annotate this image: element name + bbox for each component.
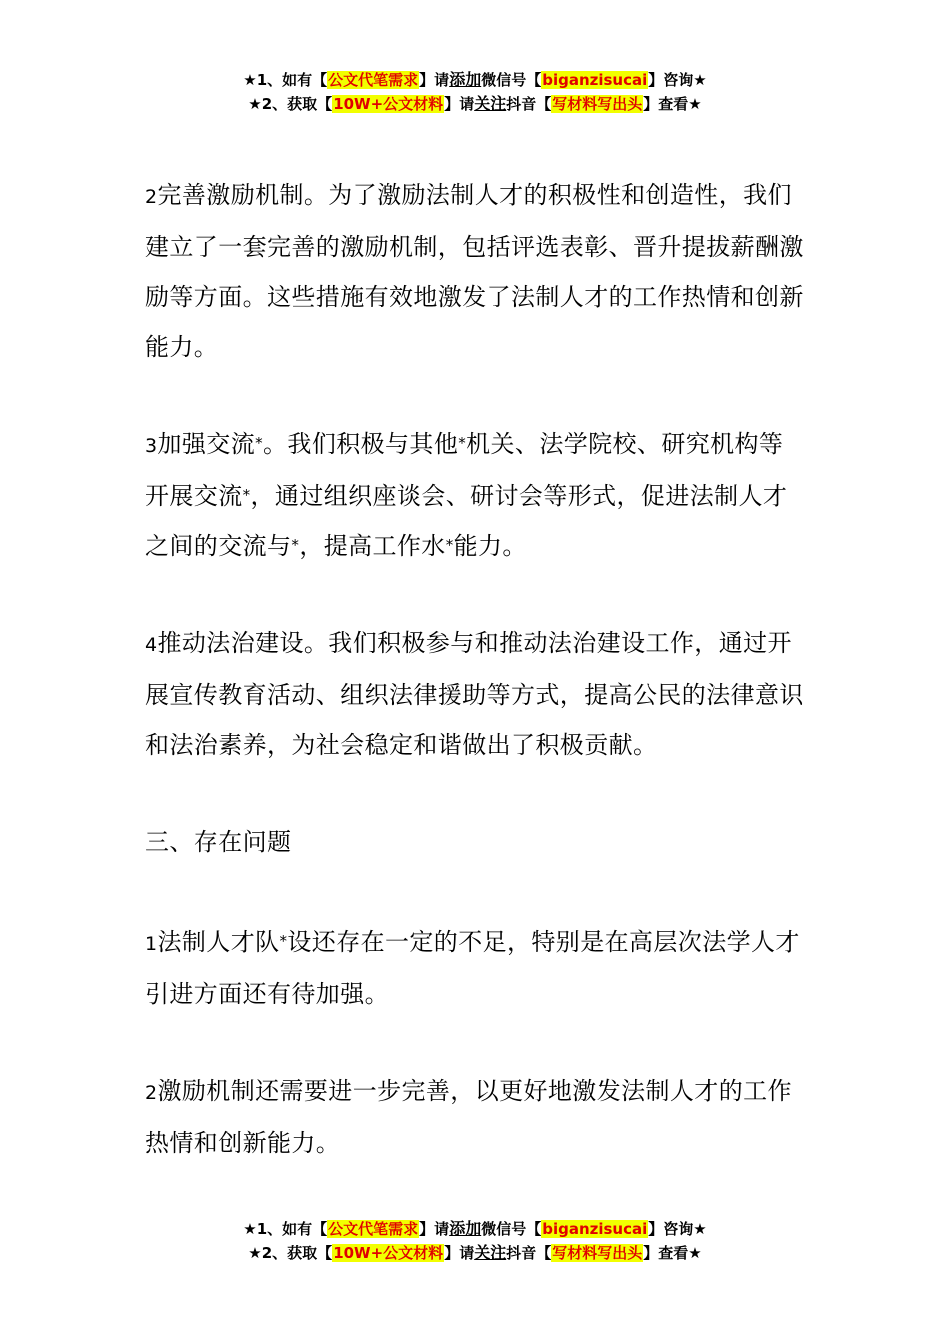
header-banner: [0, 68, 950, 116]
footer-highlight-service: 公文代笔需求: [328, 1220, 419, 1238]
footer-banner-line-2: ★2、获取【10W+公文材料】请关注抖音【写材料写出头】查看★: [248, 1243, 702, 1262]
paragraph-rule-of-law: 4推动法治建设。我们积极参与和推动法治建设工作，通过开展宣传教育活动、组织法律援助等方式，提高公民的法律意识和法治素养，为社会稳定和谐做出了积极贡献。: [145, 629, 804, 759]
paragraph-issue-team: 1法制人才队*设还存在一定的不足，特别是在高层次法学人才引进方面还有待加强。: [145, 928, 800, 1008]
banner-line-1: ★1、如有【公文代笔需求】请添加微信号【biganzisucai】咨询★: [243, 70, 707, 89]
footer-highlight-wechat-id: biganzisucai: [542, 1220, 648, 1238]
highlight-douyin: 写材料写出头: [552, 95, 643, 113]
footer-highlight-materials: 10W+公文材料: [333, 1244, 444, 1262]
paragraph-exchange: 3加强交流*。我们积极与其他*机关、法学院校、研究机构等开展交流*，通过组织座谈会、研讨会等形式，促进法制人才之间的交流与*，提高工作水*能力。: [145, 430, 788, 560]
section-heading: 三、存在问题: [145, 828, 292, 856]
paragraph-incentive: 2完善激励机制。为了激励法制人才的积极性和创造性，我们建立了一套完善的激励机制，包括评选表彰、晋升提拔薪酬激励等方面。这些措施有效地激发了法制人才的工作热情和创新能力。: [145, 181, 804, 361]
footer-banner-line-1: ★1、如有【公文代笔需求】请添加微信号【biganzisucai】咨询★: [243, 1219, 707, 1238]
paragraph-issue-incentive: 2激励机制还需要进一步完善，以更好地激发法制人才的工作热情和创新能力。: [145, 1077, 792, 1157]
footer-highlight-douyin: 写材料写出头: [552, 1244, 643, 1262]
highlight-wechat-id: biganzisucai: [542, 71, 648, 89]
banner-line-2: ★2、获取【10W+公文材料】请关注抖音【写材料写出头】查看★: [248, 94, 702, 113]
footer-banner: [0, 1217, 950, 1265]
highlight-service: 公文代笔需求: [328, 71, 419, 89]
highlight-materials: 10W+公文材料: [333, 95, 444, 113]
